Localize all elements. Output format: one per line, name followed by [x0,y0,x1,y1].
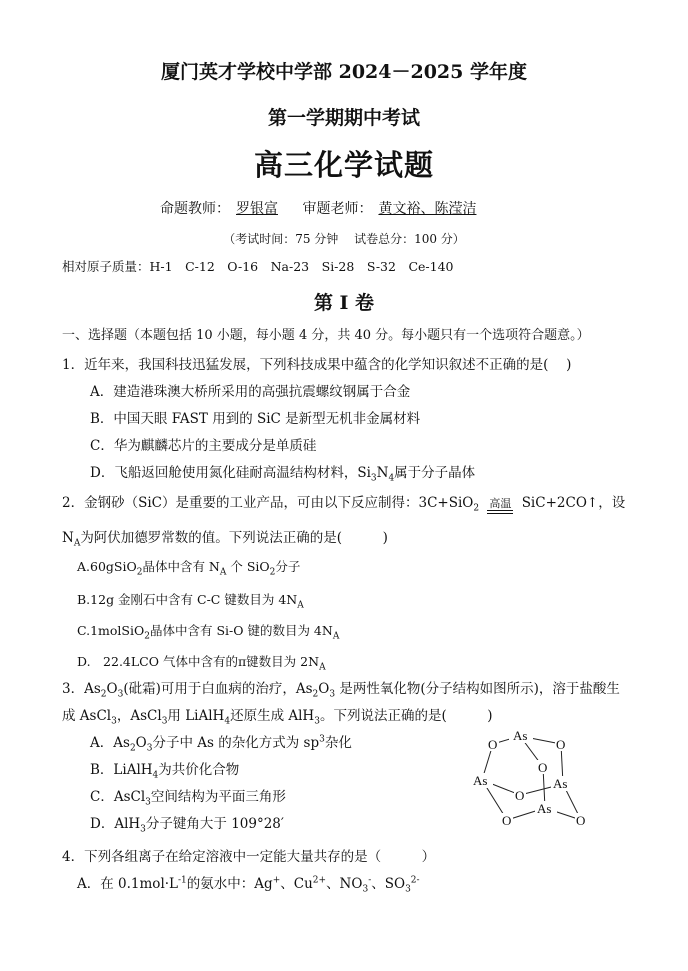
q4-stem: 4．下列各组离子在给定溶液中一定能大量共存的是（ ） [62,849,436,865]
fig-o-1: O [488,737,498,752]
fig-o-4: O [515,788,525,803]
q3-stem-2: 成 AsCl$_3$，AsCl$_3$用 LiAlH$_4$还原生成 AlH$_3$。下列说法正确的是( ) [62,708,493,727]
q3-option-b: B．LiAlH$_4$为共价化合物 [90,762,240,781]
q2-stem-2: $N_A$为阿伏加德罗常数的值。下列说法正确的是( ) [62,530,388,549]
q1-option-b: B．中国天眼 FAST 用到的 SiC 是新型无机非金属材料 [90,411,421,427]
fig-as-bottom: As [537,801,552,816]
reaction-condition: 高温 [483,498,517,514]
section-title: 第 I 卷 [313,292,375,314]
school-title: 厦门英才学校中学部 2024－2025 学年度 [161,61,527,83]
exam-time-info: （考试时间：75 分钟 试卷总分：100 分） [223,232,465,246]
as4o6-structure-diagram [465,722,605,834]
fig-as-right: As [553,776,568,791]
q3-stem: 3．$As_2O_3$(砒霜)可用于白血病的治疗，$As_2O_3$ 是两性氧化物(分子结构如图所示)，溶于盐酸生 [62,681,620,700]
atomic-mass-line: 相对原子质量：H-1 C-12 O-16 Na-23 Si-28 S-32 Ce-140 [62,259,454,274]
exam-title: 第一学期期中考试 [267,107,420,129]
reviewer-label: 审题老师： [302,201,373,217]
q1-option-a: A．建造港珠澳大桥所采用的高强抗震螺纹钢属于合金 [90,384,411,400]
fig-as-top: As [513,728,528,743]
section-intro: 一、选择题（本题包括 10 小题，每小题 4 分，共 40 分。每小题只有一个选项符合题意。） [62,328,590,343]
q1-stem: 1．近年来，我国科技迅猛发展，下列科技成果中蕴含的化学知识叙述不正确的是( ) [62,357,572,373]
fig-o-3: O [538,760,548,775]
q2-option-a: A.60gSiO$_2$晶体中含有 $N_A$ 个 SiO$_2$分子 [77,559,301,578]
q3-option-c: C．AsCl$_3$空间结构为平面三角形 [90,789,286,808]
q3-option-a: A．$As_2O_3$分子中 As 的杂化方式为 $sp^3$杂化 [90,734,352,754]
q2-option-d: D. 22.4LCO 气体中含有的π键数目为 $2N_A$ [77,654,326,673]
staff-line [160,198,482,218]
q2-option-c: C.1molSiO$_2$晶体中含有 Si-O 键的数目为 $4N_A$ [77,623,340,642]
fig-o-6: O [576,813,586,828]
setter-label: 命题教师： [160,201,230,217]
q3-option-d: D．AlH$_3$分子键角大于 109°28′ [90,816,284,835]
reviewer-name: 黄文裕、陈滢洁 [378,201,477,217]
q2-option-b: B.12g 金刚石中含有 C-C 键数目为 $4N_A$ [77,592,304,611]
fig-o-5: O [502,813,512,828]
subject-title: 高三化学试题 [253,148,434,182]
q1-option-c: C．华为麒麟芯片的主要成分是单质硅 [90,438,317,454]
setter-name: 罗银富 [236,201,278,217]
q4-option-a: A．在 $0.1mol\cdot L^{-1}$的氨水中：Ag+、$Cu^{2+}$、$NO_3^-$、$SO_3^{2-}$ [77,875,420,895]
fig-as-left: As [473,773,488,788]
fig-o-2: O [556,737,566,752]
q1-option-d: D．飞船返回舱使用氮化硅耐高温结构材料，$Si_3N_4$属于分子晶体 [90,465,476,484]
q2-stem: 2．金钢砂（SiC）是重要的工业产品，可由以下反应制得：3C+SiO$_2$ 高温 SiC+2CO↑，设 [62,495,626,514]
